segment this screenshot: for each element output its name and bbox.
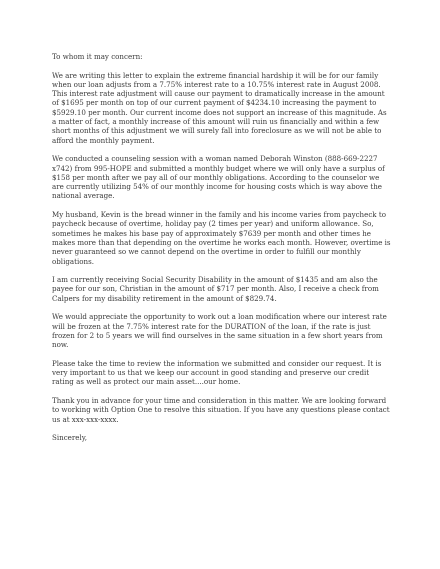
paragraph-counseling: We conducted a counseling session with a woman named Deborah Winston (888-669-2227 x742) from 995-HOPE and submitted a monthly budget where we will only have a surplus of $158 per month after we pay all of our monthly obligations. According to the counselor we are currently utilizing 54% of our monthly income for housing costs which is way above the national average.: [52, 154, 385, 201]
paragraph-disability: I am currently receiving Social Security Disability in the amount of $1435 and am also the payee for our son, Christian in the amount of $717 per month. Also, I receive a check from Calpers for my disability retirement in the amount of $829.74.: [52, 275, 379, 303]
closing: Sincerely,: [52, 433, 88, 443]
paragraph-hardship: We are writing this letter to explain the extreme financial hardship it will be for our family when our loan adjusts from a 7.75% interest rate to a 10.75% interest rate in August 2008. This interest rate adjustment will cause our payment to dramatically increase in the amount of $1695 per month on top of our current payment of $4234.10 increasing the payment to $5929.10 per month. Our current income does not support an increase of this magnitude. As a matter of fact, a monthly increase of this amount will ruin us financially and within a few short months of this adjustment we will surely fall into foreclosure as we will not be able to afford the monthly payment.: [52, 70, 387, 145]
paragraph-income: My husband, Kevin is the bread winner in the family and his income varies from paycheck to paycheck because of overtime, holiday pay (2 times per year) and uniform allowance. So, sometimes he makes his base pay of approximately $7639 per month and other times he makes more than that depending on the overtime he works each month. However, overtime is never guaranteed so we cannot depend on the overtime in order to fulfill our monthly obligations.: [52, 210, 391, 266]
paragraph-request: We would appreciate the opportunity to work out a loan modification where our interest rate will be frozen at the 7.75% interest rate for the DURATION of the loan, if the rate is just frozen for 2 to 5 years we will find ourselves in the same situation in a few short years from now.: [52, 312, 387, 350]
letter-body: [52, 52, 392, 452]
paragraph-thanks: Thank you in advance for your time and consideration in this matter. We are looking forward to working with Option One to resolve this situation. If you have any questions please contact us at xxx-xxx-xxxx.: [52, 395, 390, 424]
paragraph-review: Please take the time to review the information we submitted and consider our request. It is very important to us that we keep our account in good standing and preserve our credit rating as well as protect our main asset....our home.: [52, 358, 382, 387]
salutation: To whom it may concern:: [52, 52, 143, 61]
